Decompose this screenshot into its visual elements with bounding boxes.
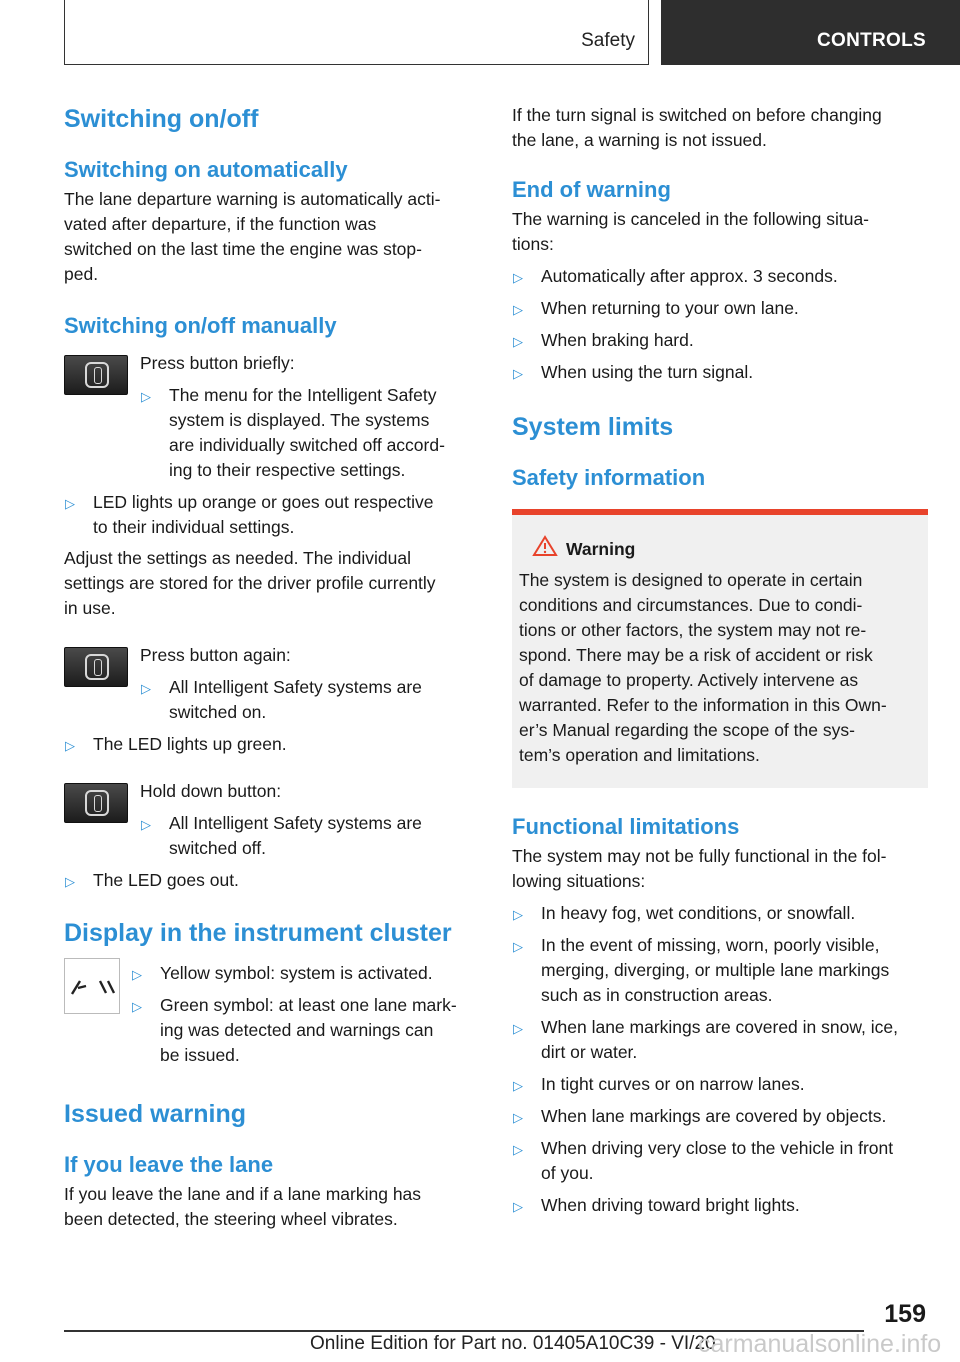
press-again-label: Press button again: bbox=[140, 645, 291, 665]
heading-issued-warning: Issued warning bbox=[64, 1100, 246, 1128]
page-number: 159 bbox=[884, 1300, 926, 1328]
paragraph-auto: The lane departure warning is automatically acti- vated after departure, if the function was switched on the last time the engine was stop- ped. bbox=[64, 189, 441, 284]
triangle-right-icon: ▷ bbox=[513, 302, 523, 317]
intelligent-safety-button-icon bbox=[64, 355, 128, 395]
list-item: ▷ When using the turn signal. bbox=[512, 360, 928, 385]
list-item: ▷ All Intelligent Safety systems are switched on. bbox=[141, 677, 422, 722]
end-warning-list bbox=[512, 264, 928, 385]
paragraph-adjust: Adjust the settings as needed. The individual settings are stored for the driver profile currently in use. bbox=[64, 548, 436, 618]
list-item: ▷ Yellow symbol: system is activated. bbox=[131, 961, 479, 986]
intelligent-safety-button-icon bbox=[64, 647, 128, 687]
header-chapter-label: CONTROLS bbox=[816, 30, 926, 51]
warning-title: Warning bbox=[526, 537, 920, 561]
header-section-label: Safety bbox=[581, 30, 635, 51]
paragraph-leave-lane: If you leave the lane and if a lane marking has been detected, the steering wheel vibrates. bbox=[64, 1184, 422, 1229]
list-item: ▷ In the event of missing, worn, poorly visible, merging, diverging, or multiple lane markings such as in construction areas. bbox=[513, 935, 890, 1005]
heading-end-warning: End of warning bbox=[512, 177, 671, 202]
functional-limitations-list bbox=[512, 901, 928, 1218]
triangle-right-icon: ▷ bbox=[513, 366, 523, 381]
paragraph-end-warning: The warning is canceled in the following situa- tions: bbox=[512, 209, 869, 254]
press-briefly-label: Press button briefly: bbox=[140, 353, 295, 373]
triangle-right-icon: ▷ bbox=[513, 270, 523, 285]
heading-switching-auto: Switching on automatically bbox=[64, 157, 348, 182]
heading-system-limits: System limits bbox=[512, 413, 674, 441]
triangle-right-icon: ▷ bbox=[513, 907, 523, 922]
triangle-right-icon: ▷ bbox=[513, 1199, 523, 1214]
list-item: ▷ When driving very close to the vehicle in front of you. bbox=[513, 1138, 894, 1183]
button-row-again bbox=[64, 643, 479, 725]
warning-box bbox=[512, 509, 928, 788]
lane-departure-symbol-icon bbox=[64, 958, 120, 1014]
left-column bbox=[64, 100, 479, 1232]
list-item: ▷ Automatically after approx. 3 seconds. bbox=[512, 264, 928, 289]
list-item: ▷ When lane markings are covered in snow, ice, dirt or water. bbox=[513, 1017, 898, 1062]
triangle-right-icon: ▷ bbox=[65, 738, 75, 753]
list-item: ▷ The menu for the Intelligent Safety system is displayed. The systems are individually switched off accord- ing to their respective settings. bbox=[141, 385, 445, 480]
triangle-right-icon: ▷ bbox=[141, 389, 151, 404]
triangle-right-icon: ▷ bbox=[65, 496, 75, 511]
heading-leave-lane: If you leave the lane bbox=[64, 1152, 274, 1177]
list-item: ▷ When lane markings are covered by objects. bbox=[512, 1104, 928, 1129]
warning-triangle-icon bbox=[532, 535, 558, 557]
list-item: ▷ When returning to your own lane. bbox=[512, 296, 928, 321]
heading-functional-limitations: Functional limitations bbox=[512, 814, 740, 839]
right-column bbox=[512, 100, 928, 1218]
list-item: ▷ When braking hard. bbox=[512, 328, 928, 353]
triangle-right-icon: ▷ bbox=[513, 334, 523, 349]
triangle-right-icon: ▷ bbox=[513, 1021, 523, 1036]
heading-display: Display in the instrument cluster bbox=[64, 919, 452, 947]
list-item: ▷ In heavy fog, wet conditions, or snowfall. bbox=[512, 901, 928, 926]
triangle-right-icon: ▷ bbox=[513, 1078, 523, 1093]
footer-edition: Online Edition for Part no. 01405A10C39 - VI/20 bbox=[310, 1333, 716, 1354]
list-item: ▷ The LED goes out. bbox=[64, 868, 479, 893]
button-row-brief bbox=[64, 351, 479, 483]
button-row-hold bbox=[64, 779, 479, 861]
triangle-right-icon: ▷ bbox=[513, 939, 523, 954]
footer-watermark: carmanualsonline.info bbox=[698, 1330, 942, 1358]
warning-text: The system is designed to operate in certain conditions and circumstances. Due to condi- tions or other factors, the system may not re- spond. There may be a risk of accident or risk of damage to property. Actively intervene as warranted. Refer to the information in this Own- er’s Manual regarding the scope of the sys- tem’s operation and limitations. bbox=[519, 570, 887, 765]
triangle-right-icon: ▷ bbox=[513, 1110, 523, 1125]
paragraph-turn-signal: If the turn signal is switched on before changing the lane, a warning is not issued. bbox=[512, 105, 882, 150]
triangle-right-icon: ▷ bbox=[132, 967, 142, 982]
heading-switching: Switching on/off bbox=[64, 105, 259, 133]
list-item: ▷ When driving toward bright lights. bbox=[512, 1193, 928, 1218]
triangle-right-icon: ▷ bbox=[65, 874, 75, 889]
triangle-right-icon: ▷ bbox=[141, 681, 151, 696]
list-item: ▷ LED lights up orange or goes out respective to their individual settings. bbox=[65, 492, 434, 537]
paragraph-functional-limitations: The system may not be fully functional in the fol- lowing situations: bbox=[512, 846, 887, 891]
hold-down-label: Hold down button: bbox=[140, 781, 282, 801]
list-item: ▷ Green symbol: at least one lane mark- ing was detected and warnings can be issued. bbox=[132, 995, 457, 1065]
intelligent-safety-button-icon bbox=[64, 783, 128, 823]
triangle-right-icon: ▷ bbox=[132, 999, 142, 1014]
triangle-right-icon: ▷ bbox=[513, 1142, 523, 1157]
list-item: ▷ The LED lights up green. bbox=[64, 732, 479, 757]
heading-safety-information: Safety information bbox=[512, 465, 706, 490]
display-symbol-row bbox=[64, 961, 479, 1068]
triangle-right-icon: ▷ bbox=[141, 817, 151, 832]
list-item: ▷ In tight curves or on narrow lanes. bbox=[512, 1072, 928, 1097]
heading-switching-manual: Switching on/off manually bbox=[64, 313, 337, 338]
list-item: ▷ All Intelligent Safety systems are switched off. bbox=[141, 813, 422, 858]
